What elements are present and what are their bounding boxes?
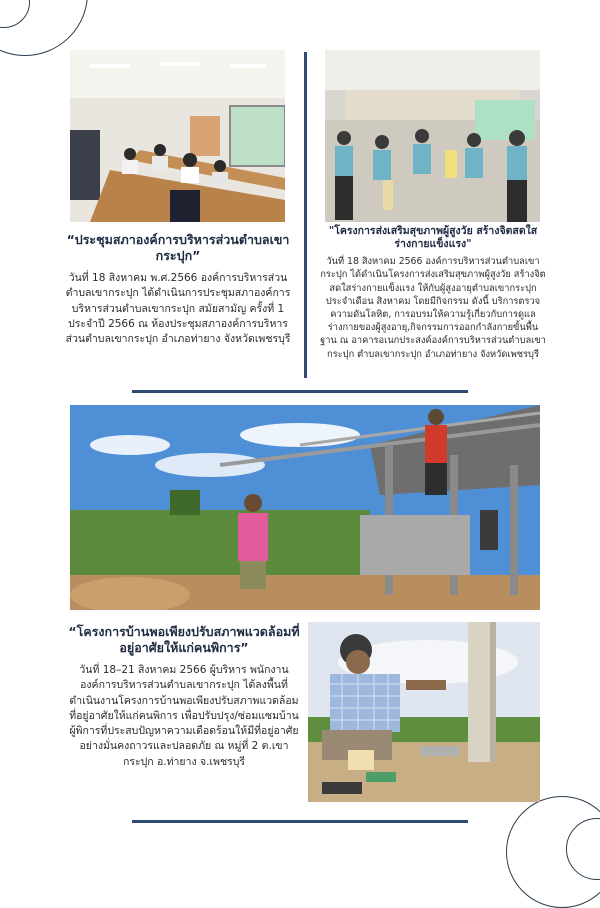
- elderly-title: "โครงการส่งเสริมสุขภาพผู้สูงวัย สร้างจิตสดใส ร่างกายแข็งแรง": [328, 225, 538, 251]
- horizontal-divider-top: [132, 390, 468, 393]
- meeting-title: “ประชุมสภาองค์การบริหารส่วนตำบลเขากระปุก”: [66, 232, 290, 263]
- meeting-room-photo: [70, 50, 285, 222]
- horizontal-divider-bottom: [132, 820, 468, 823]
- section-housing-text: [68, 624, 300, 770]
- section-meeting-text: [62, 232, 294, 347]
- elderly-exercise-photo: [325, 50, 540, 222]
- housing-title: “โครงการบ้านพอเพียงปรับสภาพแวดล้อมที่อยู่อาศัยให้แก่คนพิการ”: [68, 624, 300, 655]
- elderly-body: วันที่ 18 สิงหาคม 2566 องค์การบริหารส่วนตำบลเขากระปุก ได้ดำเนินโครงการส่งเสริมสุขภาพผู้สูงวัย สร้างจิตสดใสร่างกายแข็งแรง ให้กับผู้สูงอายุตำบลเขากระปุก ประจำเดือน สิงหาคม โดยมีกิจกรรม ดังนี้ บริการตรวจความดันโลหิต, การอบรมให้ความรู้เกี่ยวกับการดูแลร่างกายของผู้สูงอายุ,กิจกรรมการออกกำลังกายขั้นพื้นฐาน ณ อาคารอเนกประสงค์องค์การบริหารส่วนตำบลเขากระปุก ตำบลเขากระปุก อำเภอท่ายาง จังหวัดเพชรบุรี: [320, 256, 546, 360]
- vertical-divider: [304, 52, 307, 378]
- section-elderly-text: [320, 225, 546, 361]
- construction-photo: [70, 405, 540, 610]
- measuring-photo: [308, 622, 540, 802]
- housing-body: วันที่ 18–21 สิงหาคม 2566 ผู้บริหาร พนักงานองค์การบริหารส่วนตำบลเขากระปุก ได้ลงพื้นที่ดำเนินงานโครงการบ้านพอเพียงปรับสภาพแวดล้อมที่อยู่อาศัยให้แก่คนพิการ เพื่อปรับปรุง/ซ่อมแซมบ้านผู้พิการที่ประสบปัญหาความเดือดร้อนให้มีที่อยู่อาศัยอย่างมั่นคงถาวรและปลอดภัย ณ หมู่ที่ 2 ต.เขากระปุก อ.ท่ายาง จ.เพชรบุรี: [69, 664, 299, 768]
- meeting-body: วันที่ 18 สิงหาคม พ.ศ.2566 องค์การบริหารส่วนตำบลเขากระปุก ได้ดำเนินการประชุมสภาองค์การบริหารส่วนตำบลเขากระปุก สมัยสามัญ ครั้งที่ 1 ประจำปี 2566 ณ ห้องประชุมสภาองค์การบริหารส่วนตำบลเขากระปุก อำเภอท่ายาง จังหวัดเพชรบุรี: [65, 272, 291, 346]
